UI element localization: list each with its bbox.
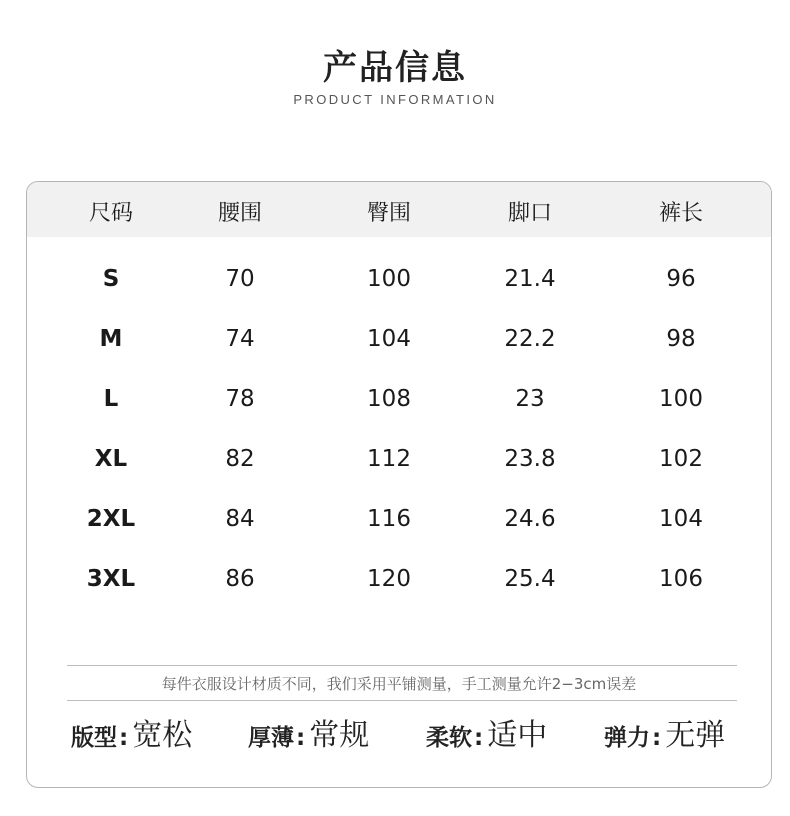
waist-cell: 82 xyxy=(225,446,255,472)
length-cell: 96 xyxy=(666,266,696,292)
header-leg-opening: 脚口 xyxy=(507,201,553,226)
attribute-thickness-label: 厚薄 xyxy=(248,725,294,751)
attribute-thickness xyxy=(248,710,369,754)
hip-cell: 100 xyxy=(367,266,411,292)
attribute-softness-label: 柔软 xyxy=(426,725,472,751)
top-divider xyxy=(67,665,737,666)
page-subtitle: PRODUCT INFORMATION xyxy=(293,92,497,107)
attribute-elasticity-label: 弹力 xyxy=(604,725,650,751)
header-pants-length: 裤长 xyxy=(658,201,704,226)
attribute-elasticity-value: 无弹 xyxy=(665,718,726,753)
attribute-softness xyxy=(426,710,547,754)
hip-cell: 112 xyxy=(367,446,411,472)
size-cell: 3XL xyxy=(86,566,136,592)
table-row xyxy=(27,266,771,306)
table-row xyxy=(27,386,771,426)
size-cell: 2XL xyxy=(86,506,136,532)
table-header xyxy=(27,182,771,237)
attribute-softness-value: 适中 xyxy=(487,718,548,753)
leg-opening-cell: 22.2 xyxy=(504,326,556,352)
attribute-fit-label: 版型 xyxy=(71,725,117,751)
leg-opening-cell: 25.4 xyxy=(504,566,556,592)
colon: : xyxy=(474,725,484,751)
header-hip: 臀围 xyxy=(366,201,412,226)
measurement-note: 每件衣服设计材质不同，我们采用平铺测量，手工测量允许2−3cm误差 xyxy=(161,675,637,693)
header-size: 尺码 xyxy=(88,201,134,226)
bottom-divider xyxy=(67,700,737,701)
colon: : xyxy=(652,725,662,751)
colon: : xyxy=(119,725,129,751)
hip-cell: 120 xyxy=(367,566,411,592)
colon: : xyxy=(296,725,306,751)
hip-cell: 108 xyxy=(367,386,411,412)
attribute-fit-value: 宽松 xyxy=(132,718,193,753)
length-cell: 100 xyxy=(659,386,703,412)
waist-cell: 70 xyxy=(225,266,255,292)
hip-cell: 104 xyxy=(367,326,411,352)
table-row xyxy=(27,446,771,486)
table-row xyxy=(27,566,771,606)
length-cell: 102 xyxy=(659,446,703,472)
size-cell: S xyxy=(102,266,120,292)
table-row xyxy=(27,326,771,366)
table-row xyxy=(27,506,771,546)
hip-cell: 116 xyxy=(367,506,411,532)
leg-opening-cell: 24.6 xyxy=(504,506,556,532)
attribute-fit xyxy=(71,710,192,754)
leg-opening-cell: 23.8 xyxy=(504,446,556,472)
length-cell: 98 xyxy=(666,326,696,352)
length-cell: 106 xyxy=(659,566,703,592)
page-title: 产品信息 xyxy=(323,48,467,88)
waist-cell: 86 xyxy=(225,566,255,592)
length-cell: 104 xyxy=(659,506,703,532)
header-waist: 腰围 xyxy=(217,201,263,226)
attribute-elasticity xyxy=(604,710,725,754)
leg-opening-cell: 21.4 xyxy=(504,266,556,292)
size-cell: L xyxy=(103,386,119,412)
leg-opening-cell: 23 xyxy=(515,386,545,412)
waist-cell: 74 xyxy=(225,326,255,352)
waist-cell: 84 xyxy=(225,506,255,532)
waist-cell: 78 xyxy=(225,386,255,412)
size-chart-card xyxy=(26,181,772,788)
size-cell: XL xyxy=(94,446,128,472)
attribute-thickness-value: 常规 xyxy=(309,718,370,753)
size-cell: M xyxy=(99,326,123,352)
